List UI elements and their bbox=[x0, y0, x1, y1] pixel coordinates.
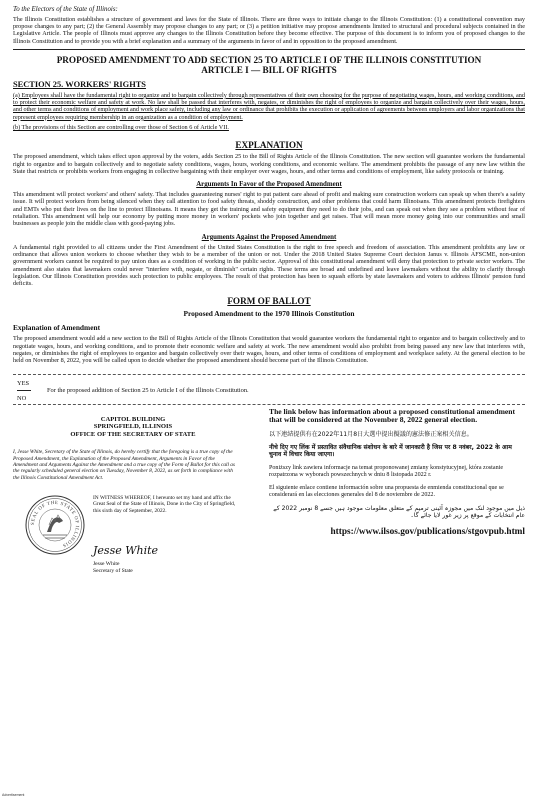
main-title bbox=[13, 55, 525, 76]
link-info-polish: Poniższy link zawiera informacje na temat proponowanej zmiany konstytucyjnej, która zostanie rozpatrzona w wyborach powszechnych w dniu 8 listopada 2022 r. bbox=[269, 464, 504, 478]
office-line1: CAPITOL BUILDING bbox=[100, 415, 166, 423]
signer-name: Jesse White bbox=[93, 560, 120, 567]
office-line2: SPRINGFIELD, ILLINOIS bbox=[93, 423, 173, 431]
vote-yes-label: YES bbox=[17, 379, 30, 387]
vote-separator bbox=[17, 390, 31, 391]
svg-text:SEAL OF THE STATE OF ILLINOIS: SEAL OF THE STATE OF ILLINOIS bbox=[30, 500, 80, 548]
intro-salutation: To the Electors of the State of Illinois: bbox=[13, 6, 118, 13]
vote-no-label: NO bbox=[17, 394, 27, 402]
ballot-vote-box bbox=[13, 375, 525, 404]
office-line3: OFFICE OF THE SECRETARY OF STATE bbox=[70, 430, 196, 438]
state-seal-icon bbox=[25, 495, 85, 555]
office-heading bbox=[13, 416, 253, 439]
intro-text: The Illinois Constitution establishes a structure of government and laws for the State of Illinois. There are three ways to initiate change to the Illinois Constitution: (1) a constitutional convention may propose changes to any part; (2) the General Assembly may propose changes to any part; or (3) a petition initiative may propose amendments limited to structural and procedural subjects contained in the Legislative Article. The people of Illinois must approve any changes to the Illinois Constitution before they become effective. The purpose of this document is to inform you of proposed changes to the Illinois Constitution and to provide you with a brief explanation and a summary of the arguments in favor of and in opposition to the proposed amendment. bbox=[13, 16, 525, 45]
favor-heading: Arguments In Favor of the Proposed Amendment bbox=[196, 181, 342, 189]
explanation-heading: EXPLANATION bbox=[235, 140, 303, 151]
link-info-chinese: 以下連結提供有在2022年11月8日大選中提出擬議的憲法修正案相关信息。 bbox=[269, 431, 473, 439]
ballot-subheading: Proposed Amendment to the 1970 Illinois Constitution bbox=[183, 309, 355, 319]
ballot-divider-bottom bbox=[13, 404, 525, 405]
ballot-explanation-text: The proposed amendment would add a new section to the Bill of Rights Article of the Illinois Constitution that would guarantee workers the fundamental right to organize and to bargain collectively and to negotiate wages, hours, and working conditions, and to promote their economic welfare and safety at work. The new amendment would also prohibit from being passed any new law that interferes with, negates, or diminishes the right of employees to organize and bargain collectively over their wages, hours, and other terms of conditions of employment and workplace safety. At the general election to be held on November 8, 2022, you will be called upon to decide whether the proposed amendment should become part of the Illinois Constitution. bbox=[13, 335, 525, 365]
signer-title: Secretary of State bbox=[93, 567, 133, 574]
ballot-explanation-heading: Explanation of Amendment bbox=[13, 323, 101, 333]
link-info-urdu: ذیل میں موجود لنک میں مجوزہ آئینی ترمیم کے متعلق معلومات موجود ہیں جسے 8 نومبر 2022 کے عام انتخابات کے موقع پر زیر غور لایا جائے گا۔ bbox=[273, 504, 525, 519]
against-heading: Arguments Against the Proposed Amendment bbox=[201, 233, 337, 241]
certification-text: I, Jesse White, Secretary of the State of Illinois, do hereby certify that the foregoing is a true copy of the Proposed Amendment, the Explanation of the Proposed Amendment, Arguments in Favor of the Amendment and Arguments Against the Amendment and a true copy of the Form of Ballot for this call as the regularly scheduled general election on Tuesday, November 8, 2022, as set forth in compliance with the Illinois Constitutional Amendment Act. bbox=[13, 449, 235, 481]
divider bbox=[13, 49, 525, 50]
section-para-b: (b) The provisions of this Section are controlling over those of Section 6 of Article VII. bbox=[13, 124, 229, 131]
against-text: A fundamental right provided to all citizens under the First Amendment of the United States Constitution is the right to free speech and freedom of association. This amendment prohibits any law or ordinance that allows union workers to choose whether they wish to be a member of the union or not. Under the 2018 United States Supreme Court decision Janus v. Illinois AFSCME, non-union government workers cannot be required to pay union dues as a condition of working in the public sector. Approval of this constitutional amendment will deny that protection to private sector workers. The amendment also states that lawmakers could never "interfere with, negate, or diminish" certain rights. These terms are broad and undefined and leave lawmakers without the ability to clarify through legislation. Our Illinois Constitution provides such protection to public employees. The result of that protection has been to squash efforts by state lawmakers and voters to address Illinois' pension fund deficits. bbox=[13, 243, 525, 288]
section-para-a: (a) Employees shall have the fundamental right to organize and to bargain collectively through representatives of their own choosing for the purpose of negotiating wages, hours, and working conditions, and to protect their economic welfare and safety at work. No law shall be passed that interferes with, negates, or diminishes the right of employees to organize and bargain collectively over their wages, hours, and other terms and conditions of employment and work place safety, including any law or ordinance that prohibits the execution or application of agreements between employers and labor organizations that represent employees requiring membership in an organization as a condition of employment. bbox=[13, 91, 525, 121]
signer-block bbox=[93, 561, 133, 574]
signature: Jesse White bbox=[93, 543, 159, 557]
witness-statement: IN WITNESS WHEREOF, I hereunto set my hand and affix the Great Seal of the State of Illinois, Done in the City of Springfield, this sixth day of September, 2022. bbox=[93, 494, 236, 514]
favor-text: This amendment will protect workers' and others' safety. That includes guaranteeing nurses' right to put patient care ahead of profit and making sure construction workers can speak up when there's a safety issue. It will protect workers from being silenced when they call attention to food safety threats, shoddy construction, and other problems that could harm Illinoisans. This amendment protects firefighters and EMTs who put their lives on the line to protect Illinoisans. It means they get the training and safety equipment they need to do their jobs, and can speak out when they see a problem without fear of retaliation. This amendment will help our economy by putting more money in workers' pockets who join together and get raises. That will mean more money going into our communities and small businesses as people join the middle class with good-paying jobs. bbox=[13, 191, 525, 228]
publication-link[interactable]: https://www.ilsos.gov/publications/stgovpub.html bbox=[330, 527, 525, 538]
document-page bbox=[13, 6, 525, 638]
explanation-text: The proposed amendment, which takes effect upon approval by the voters, adds Section 25 to the Bill of Rights Article of the Illinois Constitution. The new section will guarantee workers the fundamental right to organize and to bargain collectively and to negotiate safety conditions, wages, hours, working conditions, and economic welfare. The amendment prohibits the passage of any new law within the State that restricts or prohibits workers from engaging in collective bargaining with their employer over wages, hours, and other terms and conditions of employment, like safety protocols or training. bbox=[13, 153, 525, 175]
link-info-hindi: नीचे दिए गए लिंक में प्रस्तावित संवैधानिक संशोधन के बारे में जानकारी है जिस पर 8 नवंबर, 2022 के आम चुनाव में विचार किया जाएगा। bbox=[269, 444, 512, 459]
main-title-line2: ARTICLE I — BILL OF RIGHTS bbox=[201, 65, 337, 76]
seal-area bbox=[13, 489, 253, 601]
link-info-heading: The link below has information about a proposed constitutional amendment that will be considered at the November 8, 2022 general election. bbox=[269, 406, 516, 425]
link-info-spanish: El siguiente enlace contiene información sobre una propuesta de enmienda constitucional que se considerará en las elecciones generales del 8 de noviembre de 2022. bbox=[269, 484, 504, 498]
section-title: SECTION 25. WORKERS' RIGHTS bbox=[13, 79, 146, 89]
ballot-heading: FORM OF BALLOT bbox=[227, 296, 311, 307]
lower-section bbox=[13, 408, 525, 638]
ballot-proposition: For the proposed addition of Section 25 to Article I of the Illinois Constitution. bbox=[47, 386, 249, 394]
link-info-column bbox=[269, 408, 525, 537]
certification-column bbox=[13, 408, 253, 601]
main-title-line1: PROPOSED AMENDMENT TO ADD SECTION 25 TO ARTICLE I OF THE ILLINOIS CONSTITUTION bbox=[56, 54, 482, 65]
print-tag: Advertisement bbox=[2, 793, 25, 797]
